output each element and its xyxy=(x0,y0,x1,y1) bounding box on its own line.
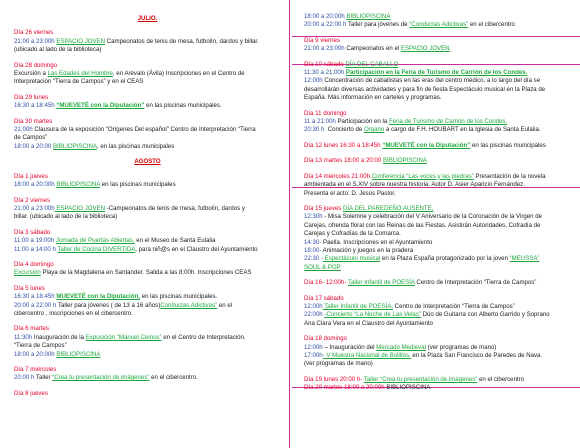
event-time: 12:00h xyxy=(304,302,323,310)
event-entry xyxy=(14,118,281,152)
event-text: en la Plaza España protagonizado por la joven xyxy=(380,255,510,263)
event-text: Dúo de Guitarra con Alberto Garrido y Soprano xyxy=(420,311,550,319)
event-entry xyxy=(304,205,574,272)
event-time: 21:00 a 23:00h xyxy=(14,204,55,212)
event-text: , en las piscinas municipales xyxy=(97,142,175,150)
event-entry xyxy=(304,142,574,150)
event-text: -Campeonatos de tenis de mesa, futbolín, dardos y xyxy=(105,204,245,212)
event-text: a cargo de F.H. HOUBART en la Iglesia de Santa Eulalia. xyxy=(384,126,541,134)
event-text: Interpretación “Tierra de Campos” y en el CEAS xyxy=(14,78,144,86)
right-column xyxy=(292,0,580,448)
event-text: Campeonatos en el xyxy=(344,45,401,53)
event-link[interactable]: Taller “Crea tu presentación de imágenes” xyxy=(363,375,478,383)
month-heading-august: AGOSTO xyxy=(134,158,161,166)
event-entry xyxy=(304,61,574,103)
event-time: 20:00 a 22:00 h xyxy=(14,301,57,309)
event-text: Ana Clara Vera en el Claustro del Ayuntamiento xyxy=(304,319,433,327)
event-text: en las piscinas municipales xyxy=(100,181,176,189)
event-time: 12:00h xyxy=(304,77,323,85)
event-text: en las piscinas municipales. xyxy=(144,102,222,110)
event-time: 21:00h xyxy=(14,126,33,134)
event-text: ambientada en el S.XIV sobre nuestra historia. Autor D. Asier Aparicio Fernández. xyxy=(304,181,525,189)
event-link[interactable]: Conductas Adictivas” xyxy=(160,301,218,309)
event-text: Excursión a xyxy=(14,70,48,78)
event-date: Día 19 lunes 20:00 h- xyxy=(304,375,364,383)
event-link[interactable]: ESPACIO JOVEN xyxy=(54,204,106,212)
event-time: 20:30 h. xyxy=(304,126,327,134)
event-text: Presenta el acto: D. Jesús Pastor. xyxy=(304,189,396,197)
event-link[interactable]: Taller de Cocina DIVERTIDA xyxy=(57,245,136,253)
event-link[interactable]: DÍA DEL CABALLO xyxy=(345,60,399,68)
event-text: de Campos” xyxy=(14,134,48,142)
event-link[interactable]: Organo xyxy=(363,126,385,134)
event-entry xyxy=(304,110,574,135)
event-text: cibercentro , inscripciones en el cibercentro. xyxy=(14,309,133,317)
event-link[interactable]: Excursión xyxy=(14,269,41,277)
event-text: Concentración de caballistas en las eras del centro médico, a lo largo del día se xyxy=(322,77,541,85)
event-date: Día 15 jueves xyxy=(304,204,343,212)
event-time: 18:00 a 20:00h xyxy=(14,181,55,189)
event-date: Día 3 sábado xyxy=(14,228,51,236)
event-entry xyxy=(304,37,574,54)
event-date: Día 26 viernes xyxy=(14,29,54,37)
event-date: Día 30 martes xyxy=(14,117,53,125)
event-text: en las piscinas municipales xyxy=(470,141,546,149)
event-link[interactable]: BIBLIOPISCINA xyxy=(56,350,101,358)
event-text: en las piscinas municipales. xyxy=(140,293,218,301)
event-time: 14:30- xyxy=(304,238,322,246)
event-text: España. Más información en carteles y programas. xyxy=(304,94,442,102)
event-entry xyxy=(14,325,281,359)
event-date: Día 1 jueves xyxy=(14,172,48,180)
event-link[interactable]: Mercado Medieval xyxy=(376,343,426,351)
event-time: 18:00- xyxy=(304,246,322,254)
event-link[interactable]: BIBLIOPISCINA xyxy=(56,181,101,189)
event-text: Carejas y Cofradías de la Comarca. xyxy=(304,230,401,238)
event-text: desarrollarán diversas actividades y para fin de fiesta Espectáculo musical en la Plaza de xyxy=(304,85,546,93)
left-column xyxy=(0,0,287,448)
event-entry xyxy=(14,285,281,319)
event-link[interactable]: “MUEVETÉ con la Diputación” xyxy=(56,102,145,110)
event-text: Centro de Interpretación “Tierra de Campos” xyxy=(392,302,515,310)
event-entry xyxy=(304,279,574,287)
event-date: Día 5 lunes xyxy=(14,284,45,292)
event-date: Día 10 sábado xyxy=(304,60,346,68)
event-text: Centro de Interpretación “Tierra de Campos” xyxy=(414,279,537,287)
event-text: Taller xyxy=(34,374,53,382)
event-date: Día 29 lunes xyxy=(14,93,49,101)
event-link[interactable]: Feria de Turismo de Carrión de los Condes. xyxy=(388,118,508,126)
event-text: en el cibercentro xyxy=(477,375,525,383)
column-divider xyxy=(289,0,290,448)
event-time: 11 a 21:00h xyxy=(304,118,336,126)
event-date: Día 12 lunes 16:30 a 18:45h xyxy=(304,141,383,149)
event-text: Concierto de xyxy=(326,126,364,134)
event-link[interactable]: ESPACIO JOVEN xyxy=(400,45,450,53)
event-link[interactable]: Participación en la Feria de Turismo de Carrión de los Condes. xyxy=(345,69,528,77)
event-date: Día 9 viernes xyxy=(304,36,340,44)
event-text: en la Plaza San Francisco de Paredes de Nava. xyxy=(410,352,543,359)
event-entry xyxy=(304,335,574,369)
event-text: Paella. Inscripciones en el Ayuntamiento xyxy=(321,238,433,246)
event-text: Inauguración de la xyxy=(32,333,86,341)
event-link[interactable]: Jornada de Puertas Abiertas, xyxy=(55,237,135,245)
event-time: 20:00 a 22:00 h xyxy=(304,21,347,29)
event-link[interactable]: BIBLIOPISCINA xyxy=(52,142,98,150)
event-date: Día 2 viernes xyxy=(14,196,50,204)
event-link[interactable]: “La Noche de Las Velas” xyxy=(354,311,421,319)
event-link[interactable]: BIBLIOPISCINA xyxy=(382,157,427,165)
event-link[interactable]: “MEUSSA” xyxy=(509,255,540,263)
event-time: 11:00 a 14:00 h xyxy=(14,245,56,253)
event-link[interactable]: Conferencia “Las voces y las piedras” xyxy=(371,172,474,180)
event-link[interactable]: BIBLIOPISCINA xyxy=(346,13,391,20)
event-text: Taller para jóvenes de xyxy=(346,21,410,29)
event-text: (ver programas de mano) xyxy=(425,343,497,351)
event-text: , en Arévalo (Ávila) Inscripciones en el Centro de xyxy=(112,70,245,78)
event-link[interactable]: “Conductas Adictivas” xyxy=(409,21,469,29)
event-entry xyxy=(14,390,281,398)
event-text: Animación y juegos en la pradera xyxy=(321,246,414,254)
event-time: 20:00 h xyxy=(14,374,35,382)
event-text: - Misa Solemne y celebración del V Aniversario de la Coronación de la Virgen de xyxy=(322,213,543,221)
event-date: Día 28 domingo xyxy=(14,61,58,69)
event-date: Día 17 sábado xyxy=(304,294,344,302)
event-date: Día 8 jueves xyxy=(14,389,48,397)
event-time: 11:30 a 21:00h xyxy=(304,69,345,77)
event-time: 18:00 a 20:00h xyxy=(14,350,55,358)
event-link[interactable]: “Crea tu presentación de imágenes” xyxy=(52,374,150,382)
event-date: Día 18 domingo xyxy=(304,335,348,343)
event-entry xyxy=(304,157,574,165)
event-entry xyxy=(14,366,281,383)
event-text: en el Centro de Interpretación. xyxy=(161,333,246,341)
event-text: Carejas, ofrenda floral con las Reinas de las Fiestas. Asistirán Autoridades, Cofradía de xyxy=(304,221,541,229)
event-link[interactable]: Taller Infantil de POESÍA xyxy=(347,279,415,287)
event-link[interactable]: Espectáculo musical xyxy=(322,255,381,263)
event-time: 11:30h xyxy=(14,333,33,341)
event-entry xyxy=(14,29,281,54)
event-time: 16:30 a 18:45h xyxy=(14,102,55,110)
event-link[interactable]: ESPACIO JOVEN xyxy=(56,37,106,45)
event-text: en el cibercentro. xyxy=(149,374,198,382)
event-time: 12:30h xyxy=(304,213,323,221)
event-link[interactable]: Las Edades del Hombre xyxy=(47,70,113,78)
event-link[interactable]: -Concierto xyxy=(324,311,355,319)
event-text: BIBLIOPISCINA xyxy=(384,384,431,392)
event-text: billar. (ubicado al lado de la biblioteca) xyxy=(14,213,118,221)
event-text: Participación en la xyxy=(335,118,389,126)
event-text: Campeonatos de tenis de mesa, futbolín, dardos y billar. xyxy=(105,37,259,45)
event-entry xyxy=(14,62,281,87)
event-time: 11:00 a 19:00h xyxy=(14,237,55,245)
event-entry xyxy=(14,173,281,190)
event-text: en el xyxy=(217,301,233,309)
event-link[interactable]: DÍA DEL PAREDEÑO AUSENTE, xyxy=(342,204,434,212)
event-link[interactable]: SOUL & POP xyxy=(304,263,341,271)
event-link[interactable]: Taller Infantil de POESÍA, xyxy=(322,302,393,310)
event-entry xyxy=(304,376,574,393)
event-entry xyxy=(304,173,574,198)
event-text: (ver programas de mano) xyxy=(304,360,373,368)
event-time: 12:00h xyxy=(304,343,323,351)
event-text: , para niñ@s en el Claustro del Ayuntamiento xyxy=(135,245,258,253)
event-time: 18:00 a 20:00 xyxy=(14,142,52,150)
event-date: Día 11 domingo xyxy=(304,109,347,117)
event-date: Día 4 domingo xyxy=(14,260,54,268)
event-entry xyxy=(14,261,281,278)
event-time: 21:00 a 23:00h xyxy=(304,45,345,53)
event-text: Playa de la Magdalena en Santander. Salida a las 8:00h. Inscripciones CEAS xyxy=(40,269,252,277)
event-text: Clausura de la exposición “Orígenes Del español” Centro de Interpretación “Tierra xyxy=(32,126,256,134)
event-date: Día 20 martes 18:00 a 20:00h xyxy=(304,384,385,392)
event-entry xyxy=(14,94,281,111)
event-time: 18:00 a 20:00h xyxy=(304,13,345,20)
event-date: Día 6 martes xyxy=(14,325,49,333)
event-text: – Inauguración del xyxy=(322,343,377,351)
event-entry xyxy=(14,229,281,254)
event-text: (ubicado al lado de la biblioteca) xyxy=(14,46,102,54)
event-date: Día 16- 12:00h- xyxy=(304,279,348,287)
event-text: Presentación de la novela xyxy=(473,172,546,180)
event-time: 16:30 a 18:45h xyxy=(14,293,55,301)
event-link[interactable]: MUEVETÉ con la Diputación, xyxy=(56,293,141,301)
event-date: Día 13 martes 18:00 a 20:00 xyxy=(304,157,383,165)
event-text: “Tierra de Campos” xyxy=(14,342,67,350)
event-time: 22:30 - xyxy=(304,255,323,263)
event-link[interactable]: - V Muestra Nacional de Bolillos, xyxy=(322,352,411,359)
event-date: Día 14 miércoles 21:00h. xyxy=(304,172,372,180)
month-heading-july: JULIO. xyxy=(137,15,158,22)
event-entry xyxy=(304,295,574,329)
event-time: 17:00h xyxy=(304,352,323,359)
event-text: en el cibercentro xyxy=(468,21,515,29)
event-link[interactable]: Exposición “Manuel Ceinos” xyxy=(85,333,162,341)
event-link[interactable]: “MUEVETÉ con la Diputación” xyxy=(382,141,471,149)
event-text: en el Museo de Santa Eulalia xyxy=(134,237,216,245)
event-time: 22:00h xyxy=(304,311,323,319)
event-date: Día 7 miércoles xyxy=(14,366,57,373)
event-time: 21:00 a 23:00h xyxy=(14,37,55,45)
event-entry xyxy=(304,13,574,30)
event-entry xyxy=(14,197,281,222)
event-text: Taller para jóvenes ( de 13 a 16 años) xyxy=(56,301,161,309)
